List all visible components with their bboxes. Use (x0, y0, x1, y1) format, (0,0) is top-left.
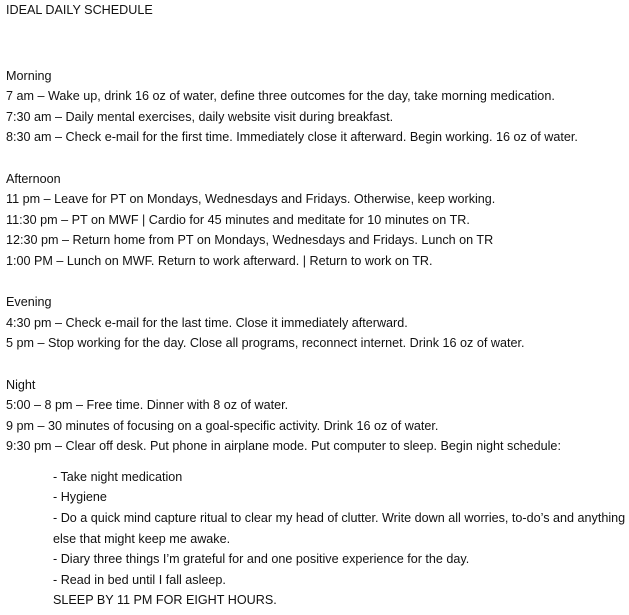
section-heading: Night (6, 377, 36, 392)
schedule-line: 11:30 pm – PT on MWF | Cardio for 45 minutes and meditate for 10 minutes on TR. (6, 212, 470, 227)
schedule-line: 7 am – Wake up, drink 16 oz of water, define three outcomes for the day, take morning medication. (6, 89, 555, 104)
schedule-line: 8:30 am – Check e-mail for the first time. Immediately close it afterward. Begin working. 16 oz of water. (6, 130, 578, 145)
section-evening (6, 292, 626, 354)
schedule-line: 5 pm – Stop working for the day. Close all programs, reconnect internet. Drink 16 oz of water. (6, 336, 525, 351)
night-schedule-list (6, 467, 626, 591)
schedule-line: 9 pm – 30 minutes of focusing on a goal-specific activity. Drink 16 oz of water. (6, 418, 439, 433)
schedule-line: 11 pm – Leave for PT on Mondays, Wednesdays and Fridays. Otherwise, keep working. (6, 192, 496, 207)
schedule-line: 12:30 pm – Return home from PT on Mondays, Wednesdays and Fridays. Lunch on TR (6, 233, 494, 248)
section-heading: Afternoon (6, 171, 61, 186)
schedule-line: 7:30 am – Daily mental exercises, daily website visit during breakfast. (6, 109, 394, 124)
schedule-line: 5:00 – 8 pm – Free time. Dinner with 8 oz of water. (6, 398, 289, 413)
schedule-line: 1:00 PM – Lunch on MWF. Return to work afterward. | Return to work on TR. (6, 253, 433, 268)
spacer (6, 354, 626, 375)
schedule-document (6, 0, 626, 611)
section-afternoon (6, 169, 626, 272)
schedule-line: 4:30 pm – Check e-mail for the last time. Close it immediately afterward. (6, 315, 408, 330)
spacer (6, 21, 626, 66)
schedule-line: 9:30 pm – Clear off desk. Put phone in airplane mode. Put computer to sleep. Begin night schedule: (6, 439, 561, 454)
spacer (6, 272, 626, 293)
section-morning (6, 66, 626, 148)
document-title: IDEAL DAILY SCHEDULE (6, 3, 153, 17)
spacer (6, 148, 626, 169)
section-night (6, 375, 626, 457)
section-heading: Morning (6, 68, 52, 83)
list-item: - Diary three things I’m grateful for and one positive experience for the day. (53, 552, 470, 567)
list-item: - Hygiene (53, 490, 107, 505)
list-item: - Do a quick mind capture ritual to clear my head of clutter. Write down all worries, to-do’s and anything else that might keep me awake. (53, 511, 626, 546)
list-item: - Take night medication (53, 469, 183, 484)
section-heading: Evening (6, 295, 52, 310)
list-item: - Read in bed until I fall asleep. (53, 572, 226, 587)
spacer (6, 457, 626, 467)
closing-line: SLEEP BY 11 PM FOR EIGHT HOURS. (53, 593, 277, 608)
